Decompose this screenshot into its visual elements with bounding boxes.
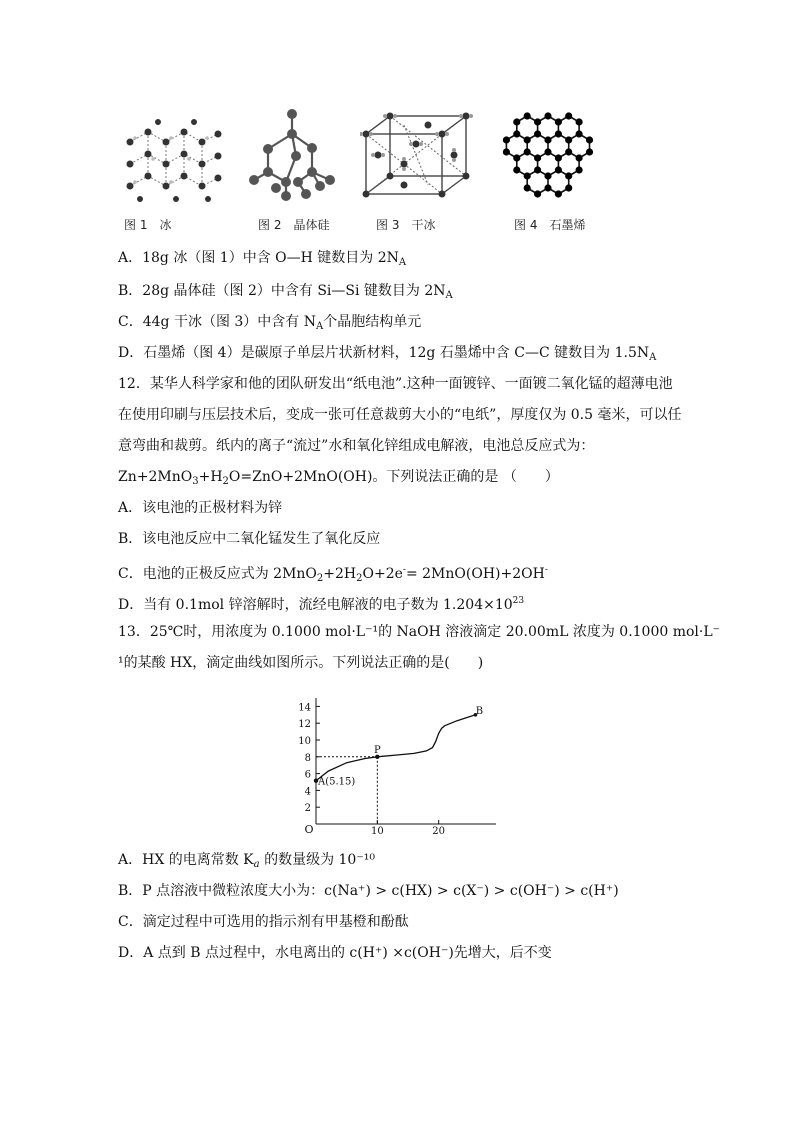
q11-option-a	[118, 248, 406, 273]
q12-stem-line-1: 12．某华人科学家和他的团队研发出“纸电池”.这种一面镀锌、一面镀二氧化锰的超薄电池	[118, 376, 673, 392]
q12-c-pre: C．电池的正极反应式为 2MnO	[118, 566, 317, 582]
graphene-atom	[565, 112, 572, 119]
q11-option-a-text: A．18g 冰（图 1）中含 O—H 键数目为 2N	[118, 250, 399, 266]
titration-curve-chart	[282, 694, 502, 838]
q11-option-b-text: B．28g 晶体硅（图 2）中含有 Si—Si 键数目为 2N	[118, 283, 446, 299]
point-b-label: B	[475, 705, 484, 717]
y-tick-label: 6	[304, 769, 311, 781]
q11-option-c-sub: A	[316, 321, 324, 332]
q11-option-c-post: 个晶胞结构单元	[323, 314, 422, 330]
graphene-atom	[534, 166, 541, 173]
graphene-atom	[555, 190, 562, 197]
point-p-label: P	[373, 744, 381, 756]
graphene-atom	[524, 184, 531, 191]
q12-d-sup: 23	[512, 596, 525, 606]
ice-structure-image	[118, 104, 228, 214]
q12-option-d	[118, 591, 524, 615]
q12-c-mid: +2H	[323, 566, 357, 582]
graphene-atom	[534, 130, 541, 137]
graphene-atom	[555, 118, 562, 125]
q13-stem-line-1: 13．25℃时，用浓度为 0.1000 mol·L⁻¹的 NaOH 溶液滴定 20.00mL 浓度为 0.1000 mol·L⁻	[118, 624, 721, 640]
dry-ice-unit-cell-image	[360, 104, 480, 214]
q12-option-b: B．该电池反应中二氧化锰发生了氧化反应	[118, 531, 381, 547]
graphene-atom	[576, 130, 583, 137]
q12-c-sup1: -	[402, 565, 406, 575]
graphene-atom	[534, 118, 541, 125]
graphene-atom	[503, 148, 510, 155]
q12-stem-line-2: 在使用印刷与压层技术后，变成一张可任意裁剪大小的“电纸”，厚度仅为 0.5 毫米，可以任	[118, 407, 682, 423]
q12-option-c	[118, 560, 548, 589]
q12-eq-part-a: Zn+2MnO	[118, 469, 193, 485]
y-tick-label: 12	[298, 719, 311, 731]
q11-option-b-sub: A	[445, 290, 453, 301]
figure-2-caption: 图 2 晶体硅	[258, 218, 330, 232]
graphene-atom	[503, 136, 510, 143]
graphene-atom	[513, 118, 520, 125]
q13-stem-line-2: ¹的某酸 HX，滴定曲线如图所示。下列说法正确的是( )	[118, 655, 484, 671]
graphene-atom	[555, 130, 562, 137]
graphene-atom	[544, 172, 551, 179]
origin-label: O	[304, 823, 314, 836]
y-tick-label: 10	[298, 736, 311, 747]
q12-equation	[118, 467, 559, 492]
graphene-atom	[534, 190, 541, 197]
graphene-atom	[524, 112, 531, 119]
silicon-crystal-image	[240, 104, 350, 214]
q11-option-c-text: C．44g 干冰（图 3）中含有 N	[118, 314, 316, 330]
q12-d-pre: D．当有 0.1mol 锌溶解时，流经电解液的电子数为 1.204×10	[118, 597, 513, 613]
q12-eq-part-c: O=ZnO+2MnO(OH)。下列说法正确的是 （ ）	[228, 469, 559, 485]
graphene-atom	[565, 148, 572, 155]
q11-option-b	[118, 281, 453, 306]
graphene-atom	[524, 148, 531, 155]
point-a-label: A(5.15)	[318, 776, 356, 788]
graphene-atom	[534, 154, 541, 161]
y-tick-label: 8	[304, 752, 311, 764]
graphene-atom	[544, 184, 551, 191]
q11-option-d	[118, 343, 656, 368]
y-tick-label: 14	[298, 702, 311, 714]
q13-a-post: 的数量级为 10⁻¹⁰	[259, 852, 375, 868]
graphene-atom	[513, 130, 520, 137]
q11-option-d-sub: A	[649, 352, 657, 363]
graphene-atom	[544, 136, 551, 143]
graphene-atom	[565, 184, 572, 191]
q13-option-c: C．滴定过程中可选用的指示剂有甲基橙和酚酞	[118, 914, 409, 930]
graphene-atom	[544, 112, 551, 119]
graphene-atom	[576, 166, 583, 173]
q11-option-d-text: D．石墨烯（图 4）是碳原子单层片状新材料，12g 石墨烯中含 C—C 键数目为 1.5N	[118, 345, 650, 361]
q12-stem-line-3: 意弯曲和裁剪。纸内的离子“流过”水和氧化锌组成电解液，电池总反应式为：	[118, 438, 595, 454]
q12-eq-part-b: +H	[198, 469, 223, 485]
q12-option-a: A．该电池的正极材料为锌	[118, 500, 283, 516]
graphene-atom	[524, 172, 531, 179]
graphene-atom	[524, 136, 531, 143]
graphene-atom	[576, 118, 583, 125]
q12-c-sup2: -	[544, 565, 548, 575]
q12-c-sub2: 2	[356, 573, 363, 584]
graphene-atom	[513, 166, 520, 173]
titration-curve-line	[316, 715, 476, 781]
q13-a-pre: A．HX 的电离常数 K	[118, 852, 254, 868]
x-tick-label: 20	[432, 826, 446, 837]
y-tick-label: 4	[304, 786, 311, 798]
graphene-atom	[565, 136, 572, 143]
graphene-atom	[555, 166, 562, 173]
q12-eq-sub-a: 3	[192, 476, 199, 487]
graphene-atom	[576, 154, 583, 161]
q12-c-post: = 2MnO(OH)+2OH	[405, 566, 545, 582]
figure-4-caption: 图 4 石墨烯	[514, 218, 586, 232]
q13-option-b: B．P 点溶液中微粒浓度大小为：c(Na⁺) > c(HX) > c(X⁻) > c(OH⁻) > c(H⁺)	[118, 883, 619, 899]
q11-option-c	[118, 312, 421, 337]
q13-option-a	[118, 850, 375, 875]
graphene-atom	[544, 148, 551, 155]
x-tick-label: 10	[370, 826, 384, 837]
q11-option-a-sub: A	[398, 257, 407, 268]
q12-c-sub1: 2	[316, 573, 324, 584]
q13-option-d: D．A 点到 B 点过程中，水电离出的 c(H⁺) ×c(OH⁻)先增大，后不变	[118, 945, 552, 961]
q12-eq-sub-b: 2	[222, 476, 229, 487]
y-tick-label: 2	[304, 803, 311, 815]
graphene-atom	[555, 154, 562, 161]
q12-c-mid2: O+2e	[362, 566, 403, 582]
graphene-atom	[565, 172, 572, 179]
structure-figures	[118, 104, 638, 234]
figure-1-caption: 图 1 冰	[124, 218, 172, 232]
figure-3-caption: 图 3 干冰	[376, 218, 436, 232]
graphene-atom	[513, 154, 520, 161]
q13-a-sub: a	[253, 859, 260, 870]
graphene-atom	[586, 136, 593, 143]
graphene-atom	[586, 148, 593, 155]
graphene-image	[496, 104, 614, 214]
